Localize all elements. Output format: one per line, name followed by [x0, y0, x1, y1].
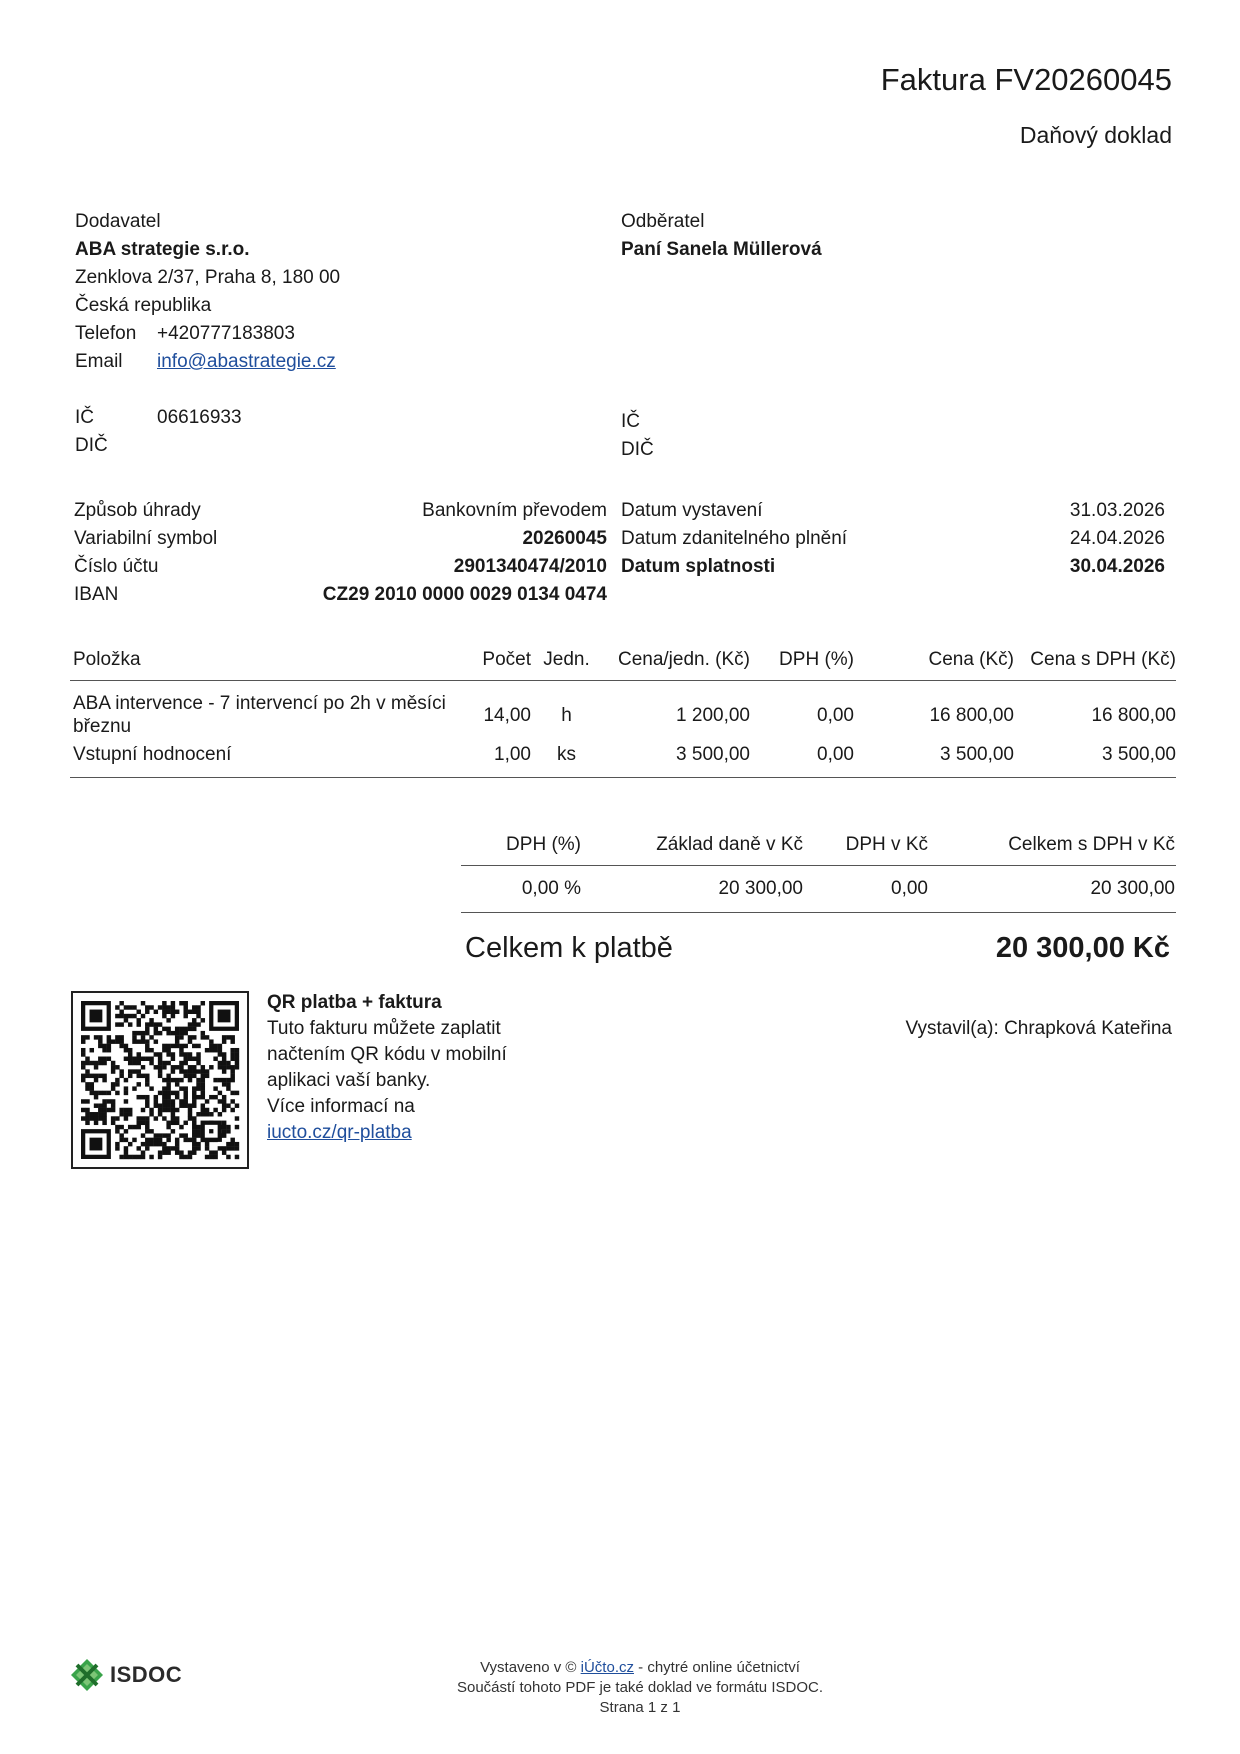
- item-vat: 0,00: [817, 743, 854, 765]
- items-header-row: [70, 640, 1176, 680]
- col-header: Celkem s DPH v Kč: [1008, 834, 1175, 855]
- iucto-link[interactable]: iÚčto.cz: [580, 1659, 634, 1676]
- supplier-country: Česká republika: [75, 295, 212, 316]
- footer-prefix: Vystaveno v ©: [480, 1659, 577, 1676]
- customer-heading: Odběratel: [621, 211, 705, 232]
- variable-symbol: 20260045: [522, 528, 607, 549]
- phone-label: Telefon: [75, 323, 137, 344]
- col-header: Základ daně v Kč: [656, 834, 803, 855]
- date-label: Datum zdanitelného plnění: [621, 528, 848, 549]
- date-row: [621, 553, 1165, 581]
- total-label: Celkem k platbě: [465, 932, 673, 964]
- qr-text-line: aplikaci vaší banky.: [267, 1070, 431, 1091]
- supplier-ic-label: IČ: [75, 407, 94, 428]
- qr-info: [267, 990, 547, 1146]
- payment-row: [74, 553, 607, 581]
- qr-info-link[interactable]: iucto.cz/qr-platba: [267, 1122, 412, 1143]
- invoice-title: Faktura FV20260045: [880, 62, 1172, 97]
- supplier-block: [75, 208, 340, 460]
- due-date: 30.04.2026: [1069, 556, 1165, 577]
- payment-label: Variabilní symbol: [74, 528, 218, 549]
- footer: [420, 1658, 860, 1718]
- qr-code: [71, 991, 249, 1169]
- footer-suffix: - chytré online účetnictví: [638, 1659, 800, 1676]
- email-label: Email: [75, 351, 123, 372]
- supplier-ic: 06616933: [157, 407, 242, 428]
- summary-base: 20 300,00: [718, 878, 803, 899]
- qr-text-line: Tuto fakturu můžete zaplatit: [267, 1018, 501, 1039]
- qr-text-line: Více informací na: [267, 1096, 415, 1117]
- item-qty: 1,00: [494, 743, 531, 765]
- iban: CZ29 2010 0000 0029 0134 0474: [322, 584, 607, 605]
- footer-line: [420, 1658, 860, 1678]
- date-row: [621, 497, 1165, 525]
- summary-vat-rate: 0,00 %: [521, 878, 581, 899]
- payment-value: Bankovním převodem: [422, 500, 607, 521]
- payment-label: Číslo účtu: [74, 556, 159, 577]
- divider: [70, 777, 1176, 778]
- supplier-address: Zenklova 2/37, Praha 8, 180 00: [75, 267, 341, 288]
- payment-row: [74, 497, 607, 525]
- total-amount: 20 300,00 Kč: [995, 932, 1170, 964]
- customer-name: Paní Sanela Müllerová: [621, 239, 822, 260]
- col-header: Jedn.: [543, 649, 590, 670]
- item-price-vat: 16 800,00: [1091, 704, 1176, 726]
- table-row: [70, 739, 1176, 769]
- divider: [461, 912, 1176, 913]
- col-header: Cena (Kč): [928, 649, 1014, 670]
- table-row: [70, 691, 1176, 739]
- page-number: Strana 1 z 1: [599, 1699, 681, 1716]
- summary-row: [461, 866, 1176, 912]
- issue-date: 31.03.2026: [1069, 500, 1165, 521]
- payment-block: [74, 497, 607, 609]
- date-label: Datum splatnosti: [621, 556, 776, 577]
- item-name: Vstupní hodnocení: [73, 743, 232, 765]
- item-price: 3 500,00: [940, 743, 1014, 765]
- item-price: 16 800,00: [929, 704, 1014, 726]
- qr-title: QR platba + faktura: [267, 992, 442, 1013]
- supplier-email-link[interactable]: info@abastrategie.cz: [157, 351, 336, 372]
- col-header: DPH v Kč: [845, 834, 928, 855]
- account-number: 2901340474/2010: [453, 556, 607, 577]
- item-qty: 14,00: [483, 704, 531, 726]
- summary-header-row: [461, 825, 1176, 865]
- dates-block: [621, 497, 1165, 581]
- payment-row: [74, 525, 607, 553]
- customer-ic-label: IČ: [621, 411, 640, 432]
- items-table: [70, 640, 1176, 778]
- item-name: ABA intervence - 7 intervencí po 2h v měsíci březnu: [73, 693, 446, 737]
- supplier-dic-label: DIČ: [75, 435, 108, 456]
- invoice-subtitle: Daňový doklad: [1019, 122, 1172, 148]
- item-unit: h: [561, 704, 572, 726]
- isdoc-logo-text: ISDOC: [110, 1662, 183, 1687]
- customer-ids: [621, 408, 654, 464]
- qr-text-line: načtením QR kódu v mobilní: [267, 1044, 507, 1065]
- item-unit-price: 1 200,00: [676, 704, 750, 726]
- col-header: DPH (%): [779, 649, 854, 670]
- isdoc-logo-icon: [70, 1658, 104, 1692]
- summary-vat: 0,00: [891, 878, 928, 899]
- payment-row: [74, 581, 607, 609]
- supplier-heading: Dodavatel: [75, 211, 161, 232]
- taxable-date: 24.04.2026: [1069, 528, 1165, 549]
- date-label: Datum vystavení: [621, 500, 763, 521]
- date-row: [621, 525, 1165, 553]
- item-unit: ks: [557, 743, 576, 765]
- isdoc-logo: [70, 1658, 182, 1692]
- vat-summary-table: [461, 825, 1176, 913]
- item-unit-price: 3 500,00: [676, 743, 750, 765]
- supplier-name: ABA strategie s.r.o.: [75, 239, 250, 260]
- col-header: Počet: [482, 649, 531, 670]
- qr-code-image: [73, 993, 247, 1167]
- payment-label: Způsob úhrady: [74, 500, 201, 521]
- col-header: Cena/jedn. (Kč): [617, 649, 750, 670]
- item-price-vat: 3 500,00: [1102, 743, 1176, 765]
- customer-block: [621, 208, 822, 264]
- col-header: Položka: [73, 649, 141, 670]
- col-header: DPH (%): [506, 834, 581, 855]
- item-vat: 0,00: [817, 704, 854, 726]
- col-header: Cena s DPH (Kč): [1030, 649, 1176, 670]
- issued-by: Vystavil(a): Chrapková Kateřina: [905, 1018, 1172, 1039]
- payment-label: IBAN: [74, 584, 119, 605]
- supplier-phone: +420777183803: [157, 323, 295, 344]
- customer-dic-label: DIČ: [621, 439, 654, 460]
- summary-total: 20 300,00: [1090, 878, 1175, 899]
- footer-isdoc-note: Součástí tohoto PDF je také doklad ve formátu ISDOC.: [456, 1679, 823, 1696]
